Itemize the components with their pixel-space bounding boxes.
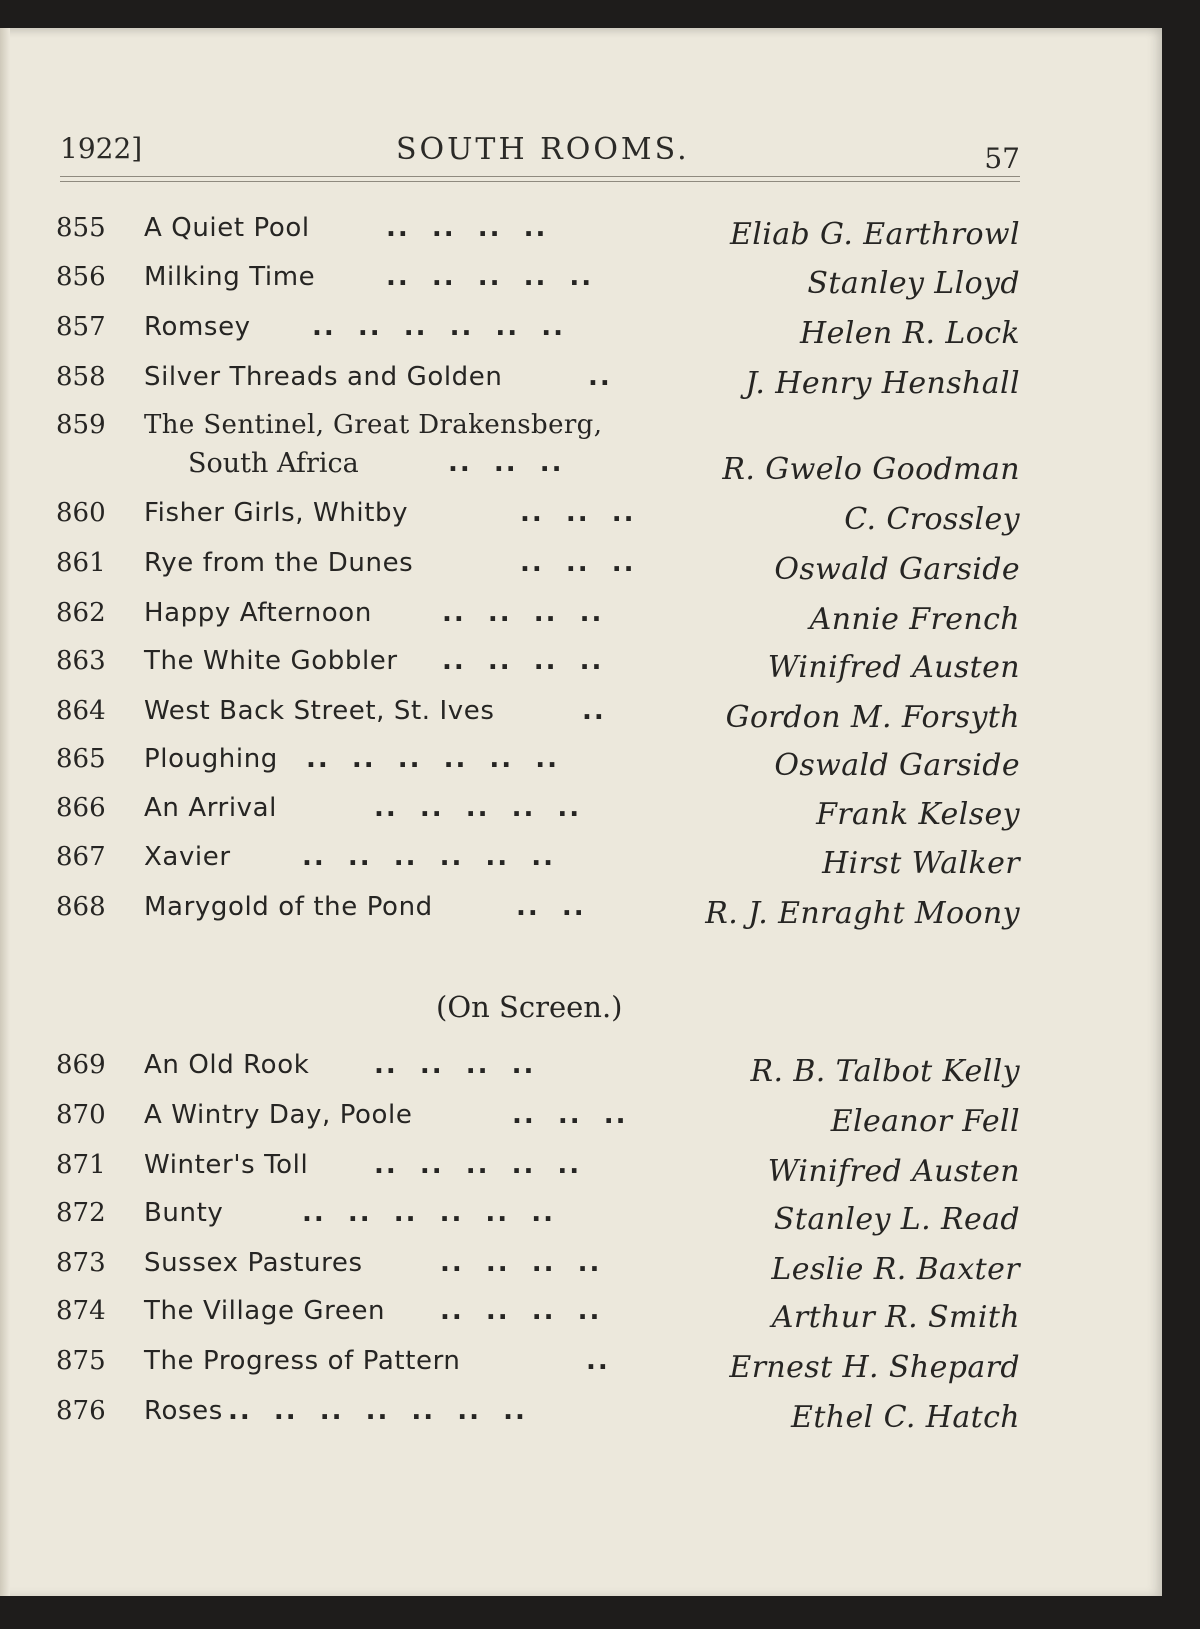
entry-artist: Eliab G. Earthrowl [729,217,1020,252]
catalogue-entry [56,312,1020,352]
entry-artist: Winifred Austen [767,1154,1020,1189]
catalogue-entry [56,1248,1020,1288]
entry-title: Happy Afternoon [144,598,372,628]
leader-dots: .. .. .. .. [386,213,548,243]
entry-artist: Stanley L. Read [773,1202,1020,1237]
entry-title: Romsey [144,312,251,342]
leader-dots: .. [582,696,606,726]
entry-title: Silver Threads and Golden [144,362,503,392]
leader-dots: .. .. [516,892,586,922]
catalogue-entry [56,213,1020,253]
entry-artist: R. B. Talbot Kelly [750,1054,1020,1089]
header-rule-top [60,176,1020,177]
entry-number: 874 [56,1296,106,1326]
leader-dots: .. .. .. .. .. .. [302,842,556,872]
page-spine-shadow [0,28,10,1596]
entry-artist: Winifred Austen [767,650,1020,685]
entry-title: The Progress of Pattern [144,1346,461,1376]
catalogue-entry [56,646,1020,686]
entry-number: 871 [56,1150,106,1180]
leader-dots: .. [586,1346,610,1376]
catalogue-entry [56,1050,1020,1090]
entry-artist: Hirst Walker [822,846,1020,881]
entry-number: 856 [56,262,106,292]
entry-title: The Village Green [144,1296,386,1326]
leader-dots: .. .. .. .. .. [386,262,594,292]
entry-number: 870 [56,1100,106,1130]
entry-title: Fisher Girls, Whitby [144,498,409,528]
leader-dots: .. .. .. .. .. [374,1150,582,1180]
leader-dots: .. .. .. .. [440,1248,602,1278]
page-header [60,104,1020,174]
entry-artist: Frank Kelsey [816,797,1020,832]
section-subheading: (On Screen.) [436,990,623,1024]
entry-number: 863 [56,646,106,676]
entry-artist: Ernest H. Shepard [729,1350,1020,1385]
entry-artist: Stanley Lloyd [807,266,1020,301]
catalogue-entry [56,410,1020,490]
entry-title: Bunty [144,1198,224,1228]
header-year: 1922] [60,132,143,165]
entry-number: 876 [56,1396,106,1426]
entry-number: 873 [56,1248,106,1278]
entry-number: 865 [56,744,106,774]
entry-number: 868 [56,892,106,922]
leader-dots: .. .. .. [520,498,636,528]
entry-title: Winter's Toll [144,1150,309,1180]
entry-artist: R. J. Enraght Moony [705,896,1020,931]
leader-dots: .. .. .. .. [440,1296,602,1326]
entry-number: 857 [56,312,106,342]
catalogue-entry [56,1150,1020,1190]
entry-title: A Quiet Pool [144,213,310,243]
entry-number: 858 [56,362,106,392]
catalogue-entry [56,1396,1020,1436]
entry-artist: Eleanor Fell [830,1104,1020,1139]
entry-title: A Wintry Day, Poole [144,1100,413,1130]
entry-artist: Helen R. Lock [800,316,1020,351]
entry-artist: Annie French [809,602,1020,637]
entry-title: Sussex Pastures [144,1248,363,1278]
leader-dots: .. .. .. [520,548,636,578]
page-number: 57 [984,142,1020,175]
catalogue-entry [56,598,1020,638]
catalogue-entry [56,548,1020,588]
catalogue-entry [56,744,1020,784]
entry-title: Marygold of the Pond [144,892,433,922]
catalogue-entry [56,1296,1020,1336]
catalogue-entry [56,498,1020,538]
entry-number: 872 [56,1198,106,1228]
catalogue-entry [56,842,1020,882]
entry-artist: Oswald Garside [774,552,1020,587]
catalogue-entry [56,262,1020,302]
leader-dots: .. .. .. .. .. .. [302,1198,556,1228]
entry-artist: Oswald Garside [774,748,1020,783]
entry-title: Rye from the Dunes [144,548,414,578]
entry-number: 867 [56,842,106,872]
entry-number: 862 [56,598,106,628]
leader-dots: .. .. .. .. .. .. [306,744,560,774]
entry-title: The White Gobbler [144,646,398,676]
entry-title: Roses [144,1396,223,1426]
entry-number: 866 [56,793,106,823]
catalogue-entry [56,793,1020,833]
entry-title: Milking Time [144,262,316,292]
entry-title: The Sentinel, Great Drakensberg, [144,410,603,440]
entry-number: 860 [56,498,106,528]
entry-artist: C. Crossley [844,502,1020,537]
entry-title: An Arrival [144,793,278,823]
entry-title: West Back Street, St. Ives [144,696,495,726]
leader-dots: .. .. .. .. .. .. [312,312,566,342]
entry-number: 859 [56,410,106,440]
entry-number: 864 [56,696,106,726]
entry-title: An Old Rook [144,1050,310,1080]
entry-number: 861 [56,548,106,578]
catalogue-entry [56,696,1020,736]
leader-dots: .. [588,362,612,392]
leader-dots: .. .. .. .. .. .. .. [228,1396,527,1426]
leader-dots: .. .. .. .. .. [374,793,582,823]
entry-number: 869 [56,1050,106,1080]
entry-title-continuation: South Africa [188,448,359,479]
leader-dots: .. .. .. .. [442,598,604,628]
entry-artist: Gordon M. Forsyth [725,700,1020,735]
catalogue-entry [56,1198,1020,1238]
leader-dots: .. .. .. [512,1100,628,1130]
catalogue-entry [56,1100,1020,1140]
entry-number: 875 [56,1346,106,1376]
entry-title: Xavier [144,842,231,872]
entry-artist: Leslie R. Baxter [771,1252,1020,1287]
leader-dots: .. .. .. .. [374,1050,536,1080]
header-title: SOUTH ROOMS. [396,132,690,167]
entry-artist: R. Gwelo Goodman [722,452,1020,487]
leader-dots: .. .. .. [448,448,564,478]
catalogue-entry [56,1346,1020,1386]
leader-dots: .. .. .. .. [442,646,604,676]
header-rule-bottom [60,181,1020,182]
entry-number: 855 [56,213,106,243]
entry-artist: Ethel C. Hatch [791,1400,1020,1435]
entry-artist: Arthur R. Smith [771,1300,1020,1335]
entry-title: Ploughing [144,744,278,774]
entry-artist: J. Henry Henshall [745,366,1020,401]
catalogue-entry [56,892,1020,932]
catalogue-entry [56,362,1020,402]
